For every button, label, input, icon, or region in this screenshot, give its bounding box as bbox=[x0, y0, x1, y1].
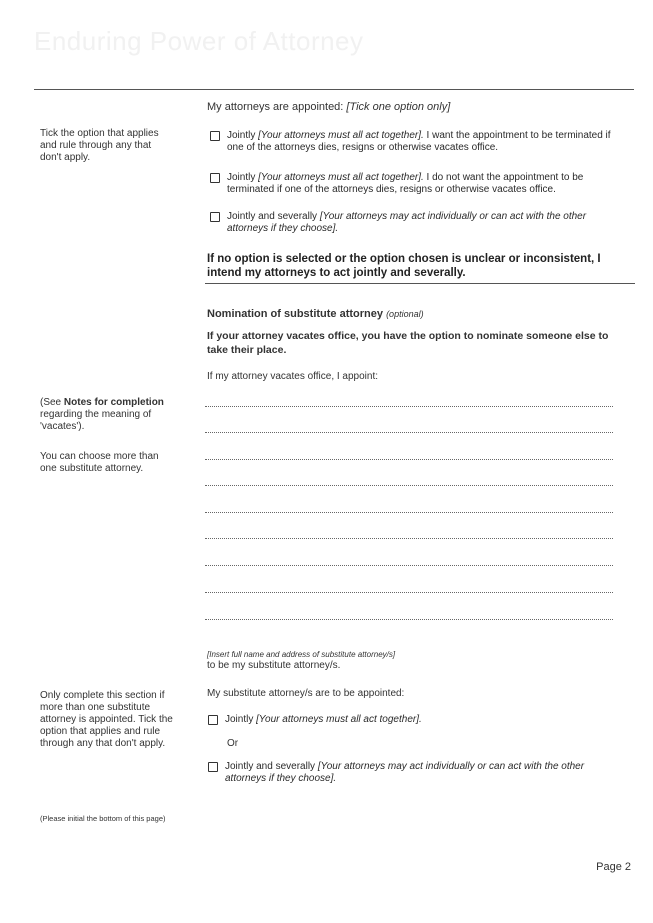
option-text: Jointly [Your attorneys must all act together]. I do not want the appointment to be terminated if one of the attorneys dies, resigns or otherwise vacates office. bbox=[227, 172, 584, 195]
checkbox[interactable] bbox=[210, 131, 220, 141]
substitute-side-note: (See Notes for completion regarding the meaning of 'vacates'). bbox=[40, 397, 164, 432]
checkbox[interactable] bbox=[208, 762, 218, 772]
checkbox[interactable] bbox=[208, 715, 218, 725]
substitute-name-line[interactable] bbox=[205, 485, 613, 486]
page-number: Page 2 bbox=[596, 861, 631, 873]
substitute-name-line[interactable] bbox=[205, 459, 613, 460]
substitute-mode-option-2[interactable] bbox=[208, 761, 613, 785]
initial-note: (Please initial the bottom of this page) bbox=[40, 814, 166, 823]
substitute-name-line[interactable] bbox=[205, 565, 613, 566]
option-text: Jointly and severally [Your attorneys may act individually or can act with the other attorneys if they choose]. bbox=[225, 761, 585, 784]
section-divider bbox=[205, 283, 635, 284]
substitute-mode-side-note: Only complete this section if more than one substitute attorney is appointed. Tick the option that applies and rule through any that don't apply. bbox=[40, 690, 173, 749]
appointment-side-note: Tick the option that applies and rule through any that don't apply. bbox=[40, 128, 159, 163]
substitute-mode-option-1[interactable] bbox=[208, 714, 613, 726]
to-be-line: to be my substitute attorney/s. bbox=[207, 660, 341, 671]
appoint-line: If my attorney vacates office, I appoint: bbox=[207, 371, 379, 382]
option-text: Jointly and severally [Your attorneys may act individually or can act with the other attorneys if they choose]. bbox=[227, 211, 587, 234]
insert-note: [Insert full name and address of substitute attorney/s] bbox=[207, 650, 396, 659]
appointment-option-2[interactable] bbox=[210, 172, 615, 196]
substitute-name-line[interactable] bbox=[205, 512, 613, 513]
checkbox[interactable] bbox=[210, 212, 220, 222]
appointment-option-1[interactable] bbox=[210, 130, 615, 154]
checkbox[interactable] bbox=[210, 173, 220, 183]
appointment-prompt: My attorneys are appointed: [Tick one option only] bbox=[207, 101, 451, 113]
or-label: Or bbox=[227, 738, 239, 749]
appointment-option-3[interactable] bbox=[210, 211, 615, 235]
substitute-heading: Nomination of substitute attorney (optional) bbox=[207, 308, 424, 320]
default-statement: If no option is selected or the option chosen is unclear or inconsistent, I intend my attorneys to act jointly and severally. bbox=[207, 253, 601, 279]
top-divider bbox=[34, 89, 634, 90]
option-text: Jointly [Your attorneys must all act together]. I want the appointment to be terminated if one of the attorneys dies, resigns or otherwise vacates office. bbox=[227, 130, 611, 153]
document-title: Enduring Power of Attorney bbox=[34, 26, 364, 56]
substitute-name-line[interactable] bbox=[205, 538, 613, 539]
substitute-name-line[interactable] bbox=[205, 619, 613, 620]
substitute-side-note-2: You can choose more than one substitute attorney. bbox=[40, 451, 159, 474]
substitute-name-line[interactable] bbox=[205, 592, 613, 593]
substitute-mode-prompt: My substitute attorney/s are to be appointed: bbox=[207, 688, 405, 699]
substitute-name-line[interactable] bbox=[205, 406, 613, 407]
option-text: Jointly [Your attorneys must all act together]. bbox=[225, 714, 422, 725]
substitute-intro: If your attorney vacates office, you have the option to nominate someone else to take their place. bbox=[207, 330, 609, 356]
substitute-name-line[interactable] bbox=[205, 432, 613, 433]
